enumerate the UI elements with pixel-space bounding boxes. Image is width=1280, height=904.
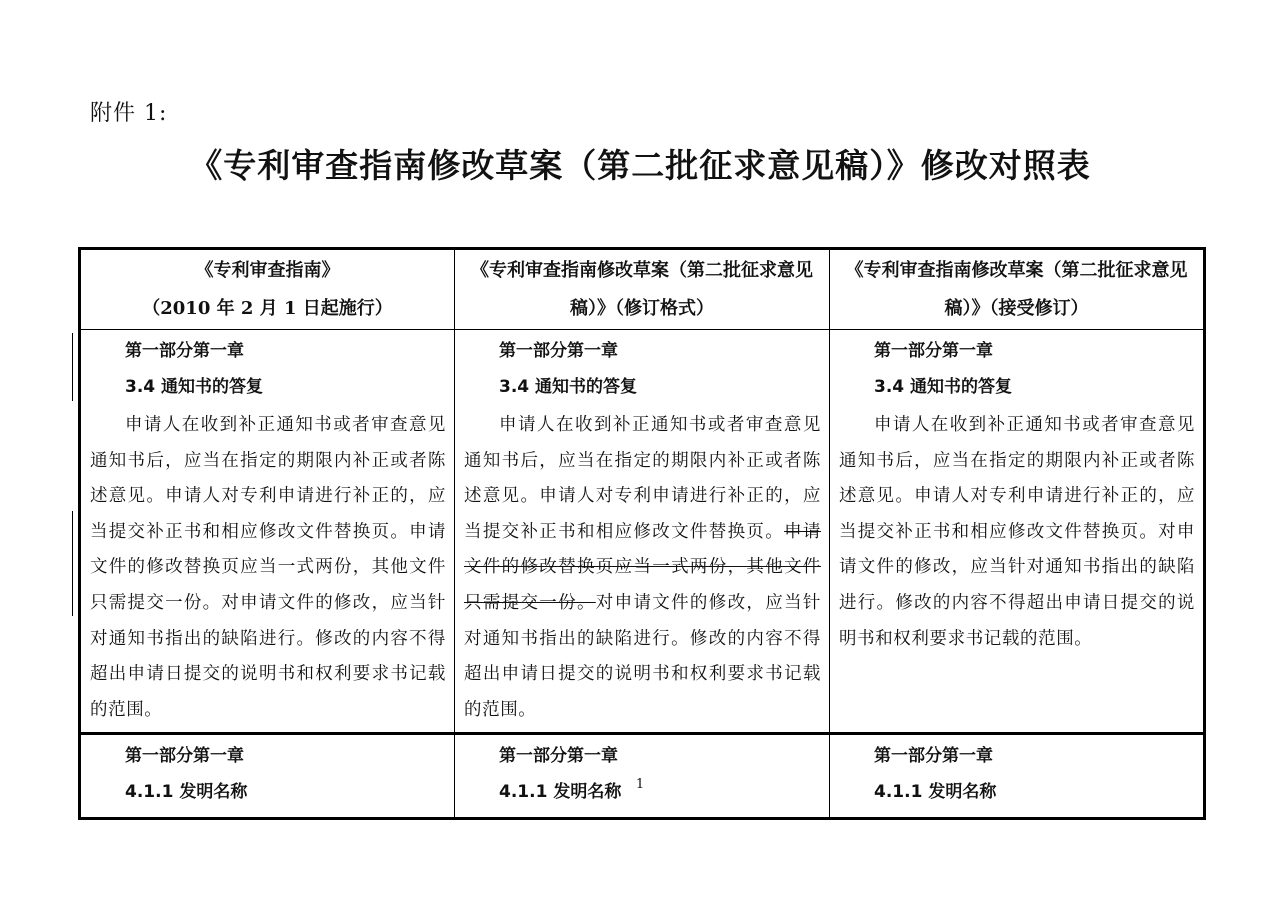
part-heading: 第一部分第一章 [125, 746, 244, 767]
column-header [830, 249, 1205, 330]
part-heading: 第一部分第一章 [499, 746, 618, 767]
part-heading: 第一部分第一章 [874, 341, 993, 361]
table-cell-revision-accepted [830, 330, 1205, 734]
section-paragraph: 申请人在收到补正通知书或者审查意见通知书后，应当在指定的期限内补正或者陈述意见。申请人对专利申请进行补正的，应当提交补正书和相应修改文件替换页。对申请文件的修改，应当针对通知书指出的缺陷进行。修改的内容不得超出申请日提交的说明书和权利要求书记载的范围。 [839, 415, 1195, 649]
section-heading: 3.4 通知书的答复 [874, 377, 1013, 397]
column-header-line: 《专利审查指南修改草案（第二批征求意见 [845, 259, 1188, 281]
part-heading: 第一部分第一章 [874, 746, 993, 767]
revision-margin-bar [72, 511, 73, 616]
column-header [455, 249, 830, 330]
column-header [80, 249, 455, 330]
section-heading: 4.1.1 发明名称 [874, 782, 997, 803]
column-header-line: 《专利审查指南》 [195, 259, 340, 281]
table-cell-original [80, 330, 455, 734]
column-header-line: 稿）》（修订格式） [570, 297, 714, 319]
unchanged-text: 申请人在收到补正通知书或者审查意见通知书后，应当在指定的期限内补正或者陈述意见。申请人对专利申请进行补正的，应当提交补正书和相应修改文件替换页。 [464, 415, 821, 542]
part-heading: 第一部分第一章 [125, 341, 244, 361]
table-header-row [80, 249, 1205, 330]
part-heading: 第一部分第一章 [499, 341, 618, 361]
revision-margin-bar [72, 333, 73, 401]
column-header-line: 稿）》（接受修订） [944, 297, 1089, 319]
deleted-text: 申请文件的修改替换页应当一式两份，其他文件只需提交一份。 [464, 521, 822, 613]
page-number: 1 [635, 777, 645, 792]
document-title: 《专利审查指南修改草案（第二批征求意见稿）》修改对照表 [189, 146, 1091, 185]
section-heading: 3.4 通知书的答复 [125, 377, 264, 397]
section-paragraph: 申请人在收到补正通知书或者审查意见通知书后，应当在指定的期限内补正或者陈述意见。申请人对专利申请进行补正的，应当提交补正书和相应修改文件替换页。申请文件的修改替换页应当一式两份，其他文件只需提交一份。对申请文件的修改，应当针对通知书指出的缺陷进行。修改的内容不得超出申请日提交的说明书和权利要求书记载的范围。 [90, 415, 446, 720]
section-heading: 4.1.1 发明名称 [499, 782, 622, 803]
table-row [80, 330, 1205, 734]
comparison-table [78, 247, 1206, 820]
table-cell-revision-tracked [455, 330, 830, 734]
section-paragraph [464, 408, 821, 728]
column-header-line: （2010 年 2 月 1 日起施行） [142, 297, 393, 319]
unchanged-text: 对申请文件的修改，应当针对通知书指出的缺陷进行。修改的内容不得超出申请日提交的说明书和权利要求书记载的范围。 [464, 592, 821, 720]
attachment-label: 附件 1: [90, 101, 168, 126]
section-heading: 3.4 通知书的答复 [499, 377, 638, 397]
section-heading: 4.1.1 发明名称 [125, 782, 248, 803]
column-header-line: 《专利审查指南修改草案（第二批征求意见 [471, 259, 813, 281]
